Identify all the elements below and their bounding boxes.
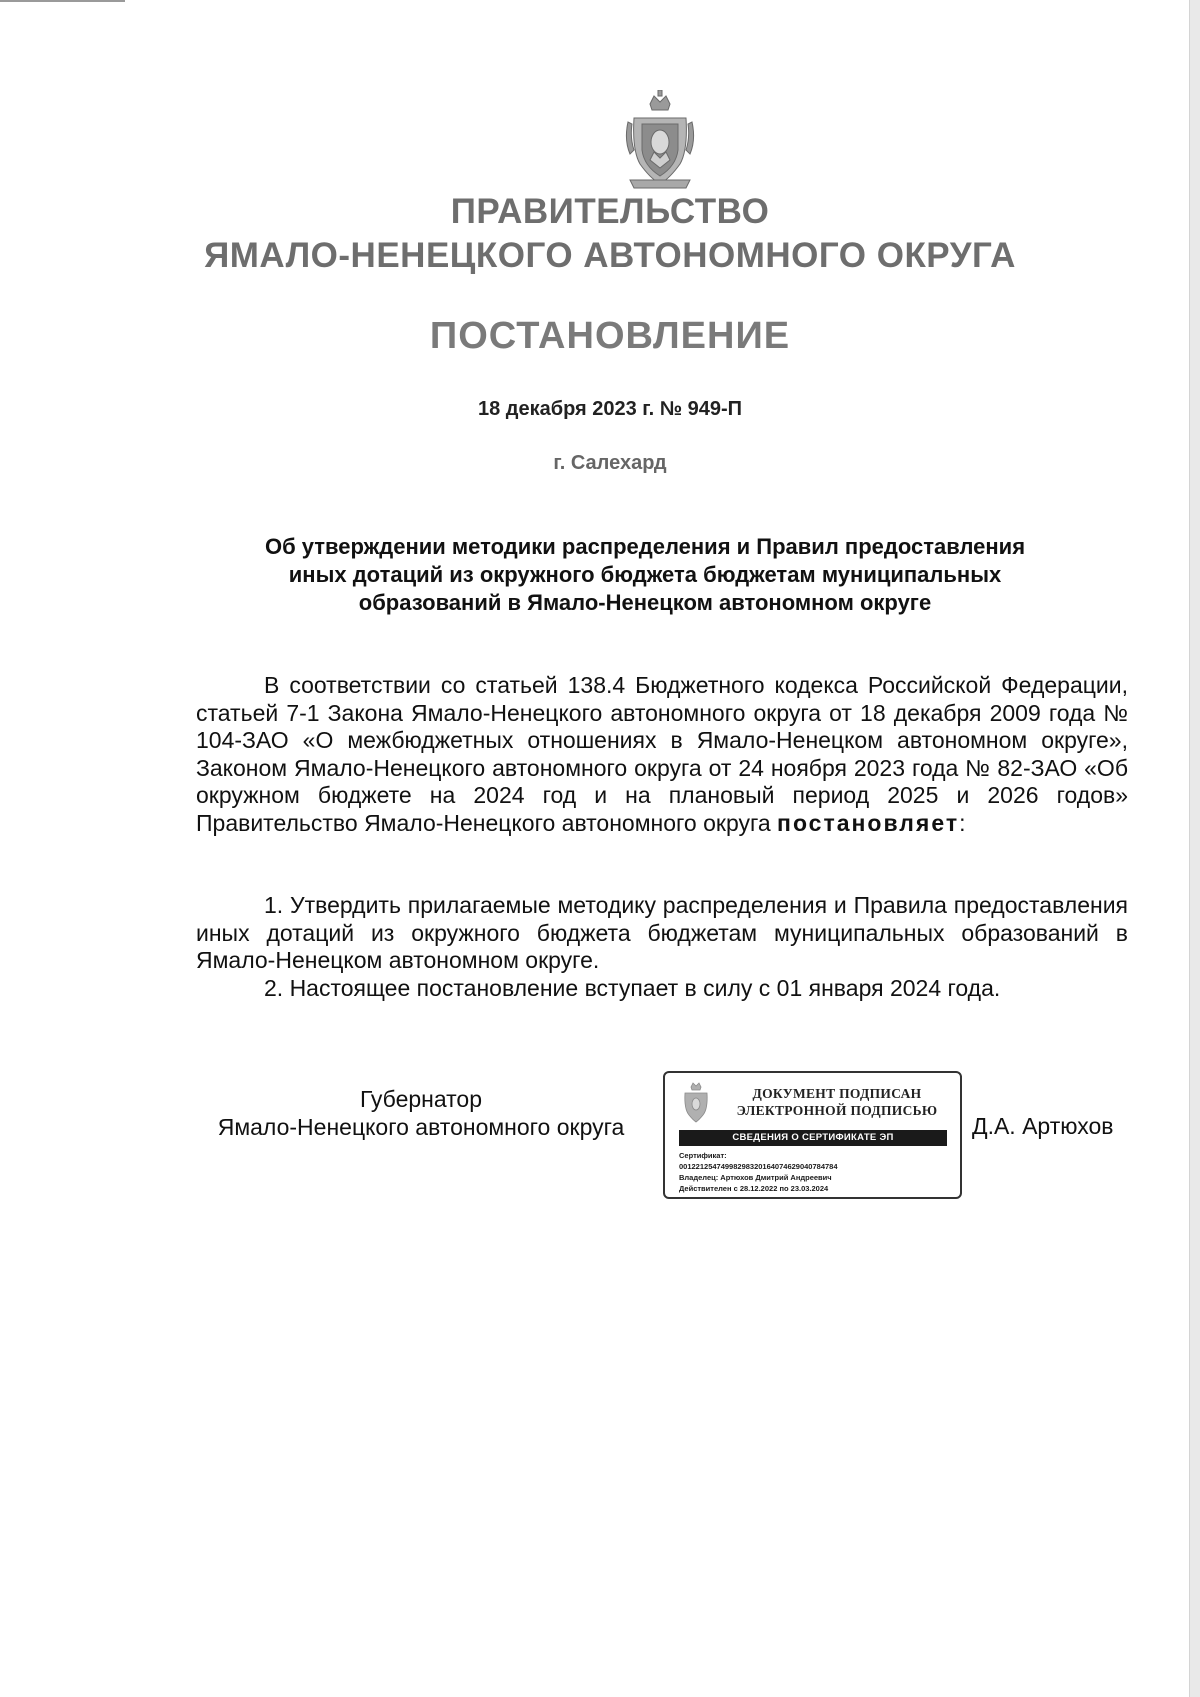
stamp-cert-label: Сертификат: bbox=[679, 1151, 727, 1160]
title-line2: иных дотаций из окружного бюджета бюджетам муниципальных bbox=[288, 562, 1002, 587]
scan-right-edge bbox=[1189, 0, 1200, 1697]
stamp-cert-number: 0012212547499829832016407462904078478​4 bbox=[679, 1162, 838, 1171]
signatory-position-line1: Губернатор bbox=[359, 1086, 483, 1112]
document-title bbox=[195, 533, 1095, 617]
stamp-validity: Действителен с 28.12.2022 по 23.03.2024 bbox=[679, 1184, 829, 1193]
electronic-signature-stamp bbox=[663, 1071, 962, 1199]
organization-name-line1: ПРАВИТЕЛЬСТВО bbox=[450, 192, 770, 231]
decree-word: постановляет bbox=[777, 809, 960, 836]
stamp-certificate-band: СВЕДЕНИЯ О СЕРТИФИКАТЕ ЭП bbox=[679, 1130, 947, 1146]
decree-items bbox=[196, 892, 1128, 1002]
scan-top-line bbox=[0, 0, 125, 2]
stamp-certificate-details bbox=[679, 1150, 951, 1194]
stamp-emblem-icon bbox=[679, 1081, 713, 1125]
preamble-text: В соответствии со статьей 138.4 Бюджетного кодекса Российской Федерации, статьей 7-1 Закона Ямало-Ненецкого автономного округа от 18 декабря 2009 года № 104-ЗАО «О межбюджетных отношениях в Ямало-Ненецком автономном округе», Законом Ямало-Ненецкого автономного округа от 24 ноября 2023 года № 82-ЗАО «Об окружном бюджете на 2024 год и на плановый период 2025 и 2026 годов» Правительство Ямало-Ненецкого автономного округа bbox=[196, 672, 1128, 836]
preamble-paragraph bbox=[196, 672, 1128, 837]
organization-name-line2: ЯМАЛО-НЕНЕЦКОГО АВТОНОМНОГО ОКРУГА bbox=[204, 236, 1016, 275]
preamble-end: : bbox=[959, 809, 966, 836]
signatory-position-line2: Ямало-Ненецкого автономного округа bbox=[217, 1114, 625, 1140]
document-date-number: 18 декабря 2023 г. № 949-П bbox=[477, 398, 743, 420]
stamp-heading-line2: ЭЛЕКТРОННОЙ ПОДПИСЬЮ bbox=[736, 1103, 938, 1118]
stamp-owner: Владелец: Артюхов Дмитрий Андреевич bbox=[679, 1173, 832, 1182]
signatory-position bbox=[196, 1085, 646, 1141]
stamp-heading-line1: ДОКУМЕНТ ПОДПИСАН bbox=[752, 1086, 922, 1101]
document-city: г. Салехард bbox=[553, 452, 667, 474]
decree-item-2: 2. Настоящее постановление вступает в силу с 01 января 2024 года. bbox=[264, 974, 1001, 1001]
document-type: ПОСТАНОВЛЕНИЕ bbox=[429, 315, 791, 357]
organization-name bbox=[150, 190, 1070, 278]
title-line3: образований в Ямало-Ненецком автономном округе bbox=[358, 590, 932, 615]
stamp-heading bbox=[721, 1085, 953, 1119]
decree-item-1: 1. Утвердить прилагаемые методику распределения и Правила предоставления иных дотаций из окружного бюджета бюджетам муниципальных образований в Ямало-Ненецком автономном округе. bbox=[196, 892, 1128, 973]
coat-of-arms-icon bbox=[620, 90, 700, 190]
signer-name: Д.А. Артюхов bbox=[972, 1113, 1114, 1139]
title-line1: Об утверждении методики распределения и Правил предоставления bbox=[264, 534, 1026, 559]
